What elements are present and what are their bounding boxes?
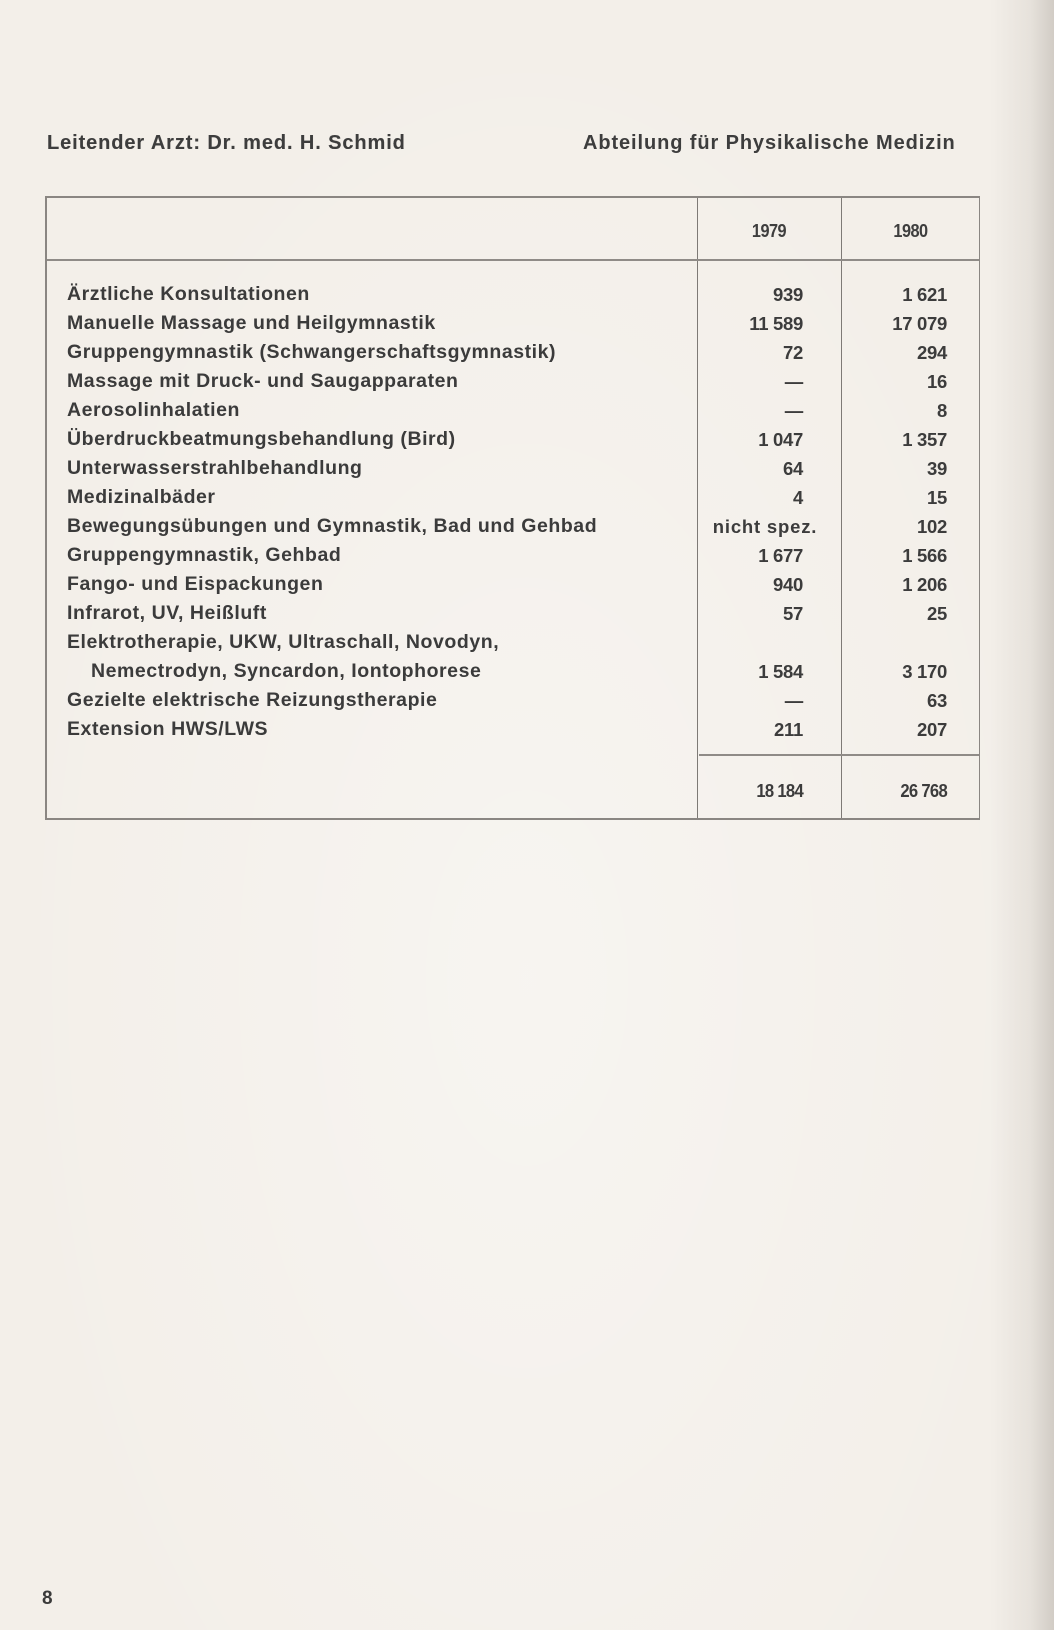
value-1980: 1 566 bbox=[902, 545, 947, 566]
row-label: Medizinalbäder bbox=[67, 486, 216, 508]
row-label: Fango- und Eispackungen bbox=[67, 573, 324, 595]
table-body bbox=[47, 280, 979, 744]
value-1980: 15 bbox=[927, 487, 947, 508]
value-1979: 64 bbox=[783, 458, 803, 479]
value-1980: 25 bbox=[927, 603, 947, 624]
table-row bbox=[47, 628, 979, 686]
value-1980: 1 357 bbox=[902, 429, 947, 450]
row-label: Gezielte elektrische Reizungstherapie bbox=[67, 689, 438, 711]
table-row bbox=[47, 309, 979, 338]
row-label: Ärztliche Konsultationen bbox=[67, 283, 310, 305]
column-header-1980: 1980 bbox=[893, 220, 928, 241]
table-row bbox=[47, 686, 979, 715]
value-1980: 16 bbox=[927, 371, 947, 392]
value-1979: 1 584 bbox=[758, 661, 803, 682]
value-1979: 211 bbox=[774, 719, 803, 740]
department-title: Abteilung für Physikalische Medizin bbox=[583, 132, 956, 154]
value-1980: 1 621 bbox=[902, 284, 947, 305]
row-label-line-2: Nemectrodyn, Syncardon, Iontophorese bbox=[91, 660, 482, 682]
row-label: Bewegungsübungen und Gymnastik, Bad und Gehbad bbox=[67, 515, 598, 537]
table-row bbox=[47, 367, 979, 396]
value-1980: 17 079 bbox=[892, 313, 947, 334]
row-label: Aerosolinhalatien bbox=[67, 399, 240, 421]
page-number: 8 bbox=[42, 1588, 53, 1609]
value-1979: 939 bbox=[773, 284, 803, 305]
table-row bbox=[47, 454, 979, 483]
column-header-1979: 1979 bbox=[751, 220, 787, 241]
table-row bbox=[47, 280, 979, 309]
table-row bbox=[47, 570, 979, 599]
table-row bbox=[47, 425, 979, 454]
header-separator bbox=[47, 259, 979, 261]
value-1979: — bbox=[784, 400, 803, 421]
row-label: Gruppengymnastik, Gehbad bbox=[67, 544, 342, 566]
value-1980: 102 bbox=[917, 516, 947, 537]
value-1979: 1 047 bbox=[758, 429, 803, 450]
row-label-line-1: Elektrotherapie, UKW, Ultraschall, Novodyn, bbox=[67, 631, 500, 653]
value-1979: — bbox=[784, 371, 803, 392]
value-1979: — bbox=[784, 690, 803, 711]
value-1980: 294 bbox=[917, 342, 947, 363]
value-1980: 1 206 bbox=[902, 574, 947, 595]
value-1980: 63 bbox=[927, 690, 947, 711]
total-1979: 18 184 bbox=[756, 780, 803, 801]
row-label: Manuelle Massage und Heilgymnastik bbox=[67, 312, 436, 334]
statistics-table bbox=[45, 196, 980, 820]
value-1979: 4 bbox=[793, 487, 803, 508]
row-label: Extension HWS/LWS bbox=[67, 718, 269, 740]
total-1980: 26 768 bbox=[900, 780, 947, 801]
row-label: Überdruckbeatmungsbehandlung (Bird) bbox=[67, 428, 456, 450]
totals-row bbox=[47, 776, 979, 805]
value-1979: 11 589 bbox=[749, 313, 803, 334]
value-1979: 940 bbox=[773, 574, 803, 595]
row-label bbox=[67, 628, 695, 686]
value-1980: 8 bbox=[937, 400, 947, 421]
row-label: Infrarot, UV, Heißluft bbox=[67, 602, 267, 624]
totals-separator bbox=[699, 754, 979, 756]
row-label: Massage mit Druck- und Saugapparaten bbox=[67, 370, 459, 392]
table-row bbox=[47, 512, 979, 541]
row-label: Unterwasserstrahlbehandlung bbox=[67, 457, 363, 479]
value-1979: 1 677 bbox=[758, 545, 803, 566]
row-label: Gruppengymnastik (Schwangerschaftsgymnastik) bbox=[67, 341, 557, 363]
table-row bbox=[47, 483, 979, 512]
table-row bbox=[47, 396, 979, 425]
value-1979: 57 bbox=[783, 603, 803, 624]
table-row bbox=[47, 541, 979, 570]
value-1980: 207 bbox=[917, 719, 947, 740]
value-1980: 39 bbox=[927, 458, 947, 479]
table-row bbox=[47, 715, 979, 744]
value-1979: 72 bbox=[783, 342, 803, 363]
table-row bbox=[47, 338, 979, 367]
value-1980: 3 170 bbox=[902, 661, 947, 682]
value-1979: nicht spez. bbox=[712, 516, 818, 537]
head-physician: Leitender Arzt: Dr. med. H. Schmid bbox=[47, 132, 406, 154]
table-row bbox=[47, 599, 979, 628]
